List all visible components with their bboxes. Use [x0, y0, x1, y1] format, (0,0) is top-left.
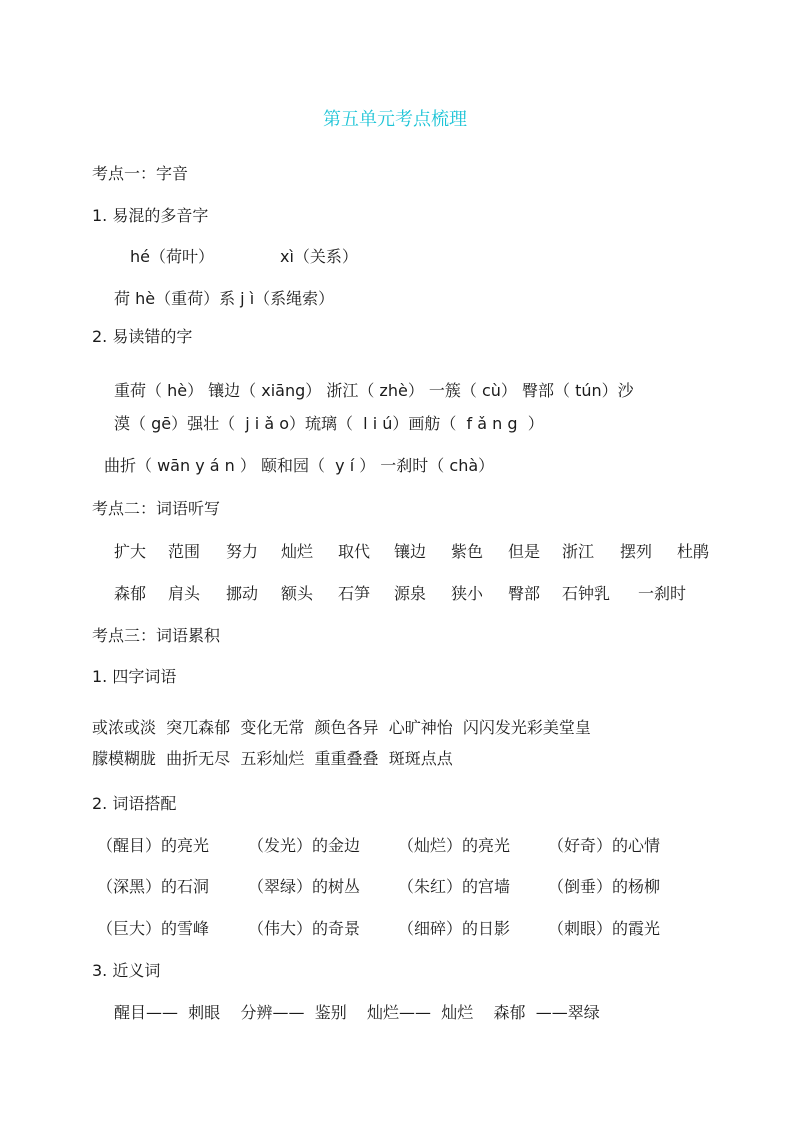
collocation-item: （巨大）的雪峰: [97, 919, 210, 938]
dictation-word: 挪动: [226, 584, 259, 603]
collocation-item: （刺眼）的霞光: [548, 919, 661, 938]
synonym-line: 醒目—— 刺眼 分辨—— 鉴别 灿烂—— 灿烂 森郁 ——翠绿: [114, 1003, 600, 1022]
dictation-word: 森郁: [114, 584, 147, 603]
polyphone-item: hé（荷叶）: [130, 247, 214, 266]
collocation-item: （灿烂）的亮光: [398, 836, 511, 855]
dictation-word: 摆列: [620, 542, 653, 561]
dictation-word: 肩头: [168, 584, 201, 603]
collocation-item: （翠绿）的树丛: [248, 877, 361, 896]
collocation-item: （发光）的金边: [248, 836, 361, 855]
dictation-word: 石钟乳: [562, 584, 611, 603]
section-1-heading: 考点一：字音: [92, 164, 189, 183]
dictation-word: 努力: [226, 542, 259, 561]
dictation-word: 狭小: [451, 584, 484, 603]
collocation-item: （伟大）的奇景: [248, 919, 361, 938]
idiom-line: 或浓或淡 突兀森郁 变化无常 颜色各异 心旷神怡 闪闪发光彩美堂皇: [92, 718, 591, 737]
dictation-word: 一刹时: [638, 584, 687, 603]
section-2-heading: 考点二：词语听写: [92, 499, 221, 518]
dictation-word: 范围: [168, 542, 201, 561]
dictation-word: 额头: [281, 584, 314, 603]
collocation-item: （深黑）的石洞: [97, 877, 210, 896]
subsection-heading: 1. 四字词语: [92, 667, 177, 686]
subsection-heading: 1. 易混的多音字: [92, 206, 209, 225]
dictation-word: 但是: [508, 542, 541, 561]
subsection-heading: 2. 词语搭配: [92, 794, 177, 813]
dictation-word: 镶边: [394, 542, 427, 561]
dictation-word: 石笋: [338, 584, 371, 603]
polyphone-line: 荷 hè（重荷）系 j ì（系绳索）: [114, 289, 335, 308]
dictation-word: 浙江: [562, 542, 595, 561]
idiom-line: 朦模糊胧 曲折无尽 五彩灿烂 重重叠叠 斑斑点点: [92, 749, 453, 768]
dictation-word: 取代: [338, 542, 371, 561]
collocation-item: （倒垂）的杨柳: [548, 877, 661, 896]
subsection-heading: 2. 易读错的字: [92, 327, 193, 346]
collocation-item: （细碎）的日影: [398, 919, 511, 938]
collocation-item: （醒目）的亮光: [97, 836, 210, 855]
dictation-word: 扩大: [114, 542, 147, 561]
dictation-word: 灿烂: [281, 542, 314, 561]
mispronounced-line: 重荷（ hè） 镶边（ xiāng） 浙江（ zhè） 一簇（ cù） 臀部（ tún）沙: [114, 381, 634, 400]
dictation-word: 臀部: [508, 584, 541, 603]
collocation-item: （朱红）的宫墙: [398, 877, 511, 896]
dictation-word: 紫色: [451, 542, 484, 561]
subsection-heading: 3. 近义词: [92, 961, 161, 980]
dictation-word: 源泉: [394, 584, 427, 603]
mispronounced-line: 曲折（ wān y á n ） 颐和园（ y í ） 一刹时（ chà）: [104, 456, 495, 475]
collocation-item: （好奇）的心情: [548, 836, 661, 855]
polyphone-item: xì（关系）: [280, 247, 358, 266]
dictation-word: 杜鹃: [677, 542, 710, 561]
page-title: 第五单元考点梳理: [323, 109, 467, 130]
section-3-heading: 考点三：词语累积: [92, 626, 221, 645]
mispronounced-line: 漠（ gē）强壮（ j i ǎ o）琉璃（ l i ú）画舫（ f ǎ n g ）: [114, 414, 544, 433]
